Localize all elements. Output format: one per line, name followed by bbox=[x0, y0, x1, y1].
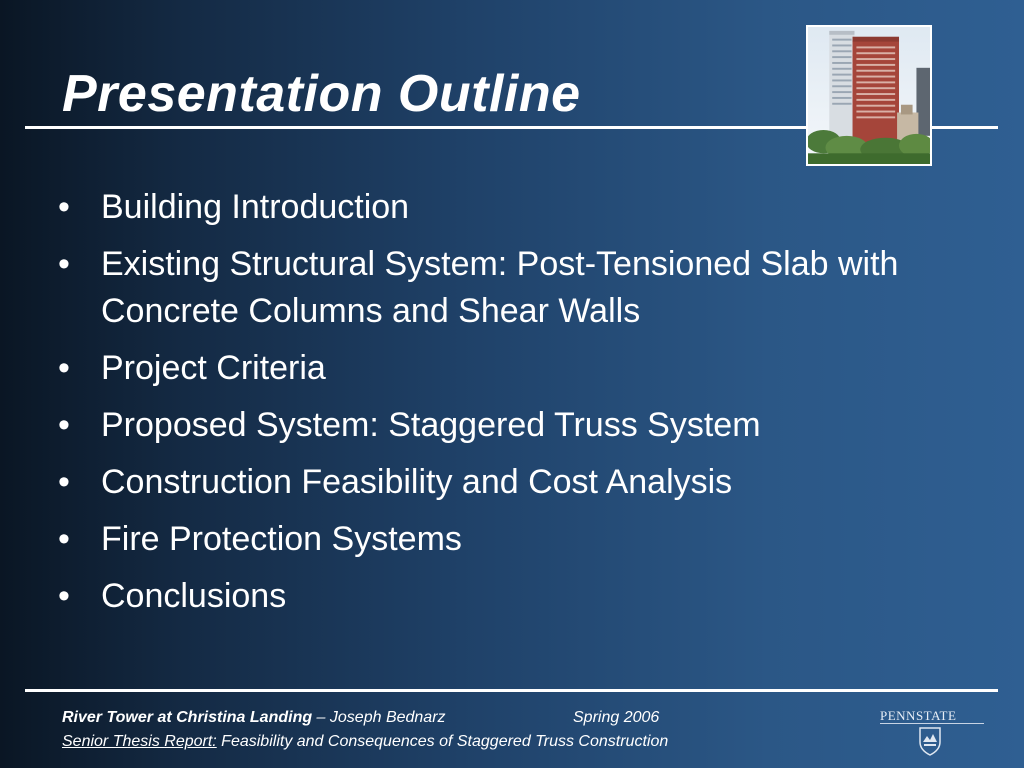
date-label: Spring 2006 bbox=[573, 709, 660, 726]
footer-line-2 bbox=[62, 730, 668, 754]
penn-state-shield-icon bbox=[918, 726, 942, 756]
list-item: • Construction Feasibility and Cost Analysis bbox=[58, 459, 988, 506]
author-name: – Joseph Bednarz bbox=[312, 709, 446, 726]
list-item: • Project Criteria bbox=[58, 345, 988, 392]
list-item: • Building Introduction bbox=[58, 184, 988, 231]
bullet-icon: • bbox=[58, 520, 70, 558]
outline-list bbox=[58, 184, 988, 630]
list-item: • Existing Structural System: Post-Tensioned Slab with Concrete Columns and Shear Walls bbox=[58, 241, 988, 335]
bullet-icon: • bbox=[58, 188, 70, 226]
bullet-icon: • bbox=[58, 463, 70, 501]
building-photo bbox=[806, 25, 932, 166]
list-item: • Fire Protection Systems bbox=[58, 516, 988, 563]
footer-divider bbox=[25, 689, 998, 692]
project-name: River Tower at Christina Landing bbox=[62, 709, 313, 726]
list-item: • Proposed System: Staggered Truss System bbox=[58, 402, 988, 449]
penn-state-logo bbox=[880, 708, 988, 758]
bullet-icon: • bbox=[58, 577, 70, 615]
bullet-icon: • bbox=[58, 349, 70, 387]
bullet-icon: • bbox=[58, 245, 70, 283]
footer bbox=[62, 706, 668, 754]
logo-wordmark: PENNSTATE bbox=[880, 708, 957, 723]
report-label: Senior Thesis Report: bbox=[62, 733, 217, 750]
logo-underline bbox=[880, 723, 984, 724]
bullet-icon: • bbox=[58, 406, 70, 444]
slide-title: Presentation Outline bbox=[62, 65, 581, 123]
report-title: Feasibility and Consequences of Staggered Truss Construction bbox=[216, 733, 669, 750]
list-item: • Conclusions bbox=[58, 573, 988, 620]
